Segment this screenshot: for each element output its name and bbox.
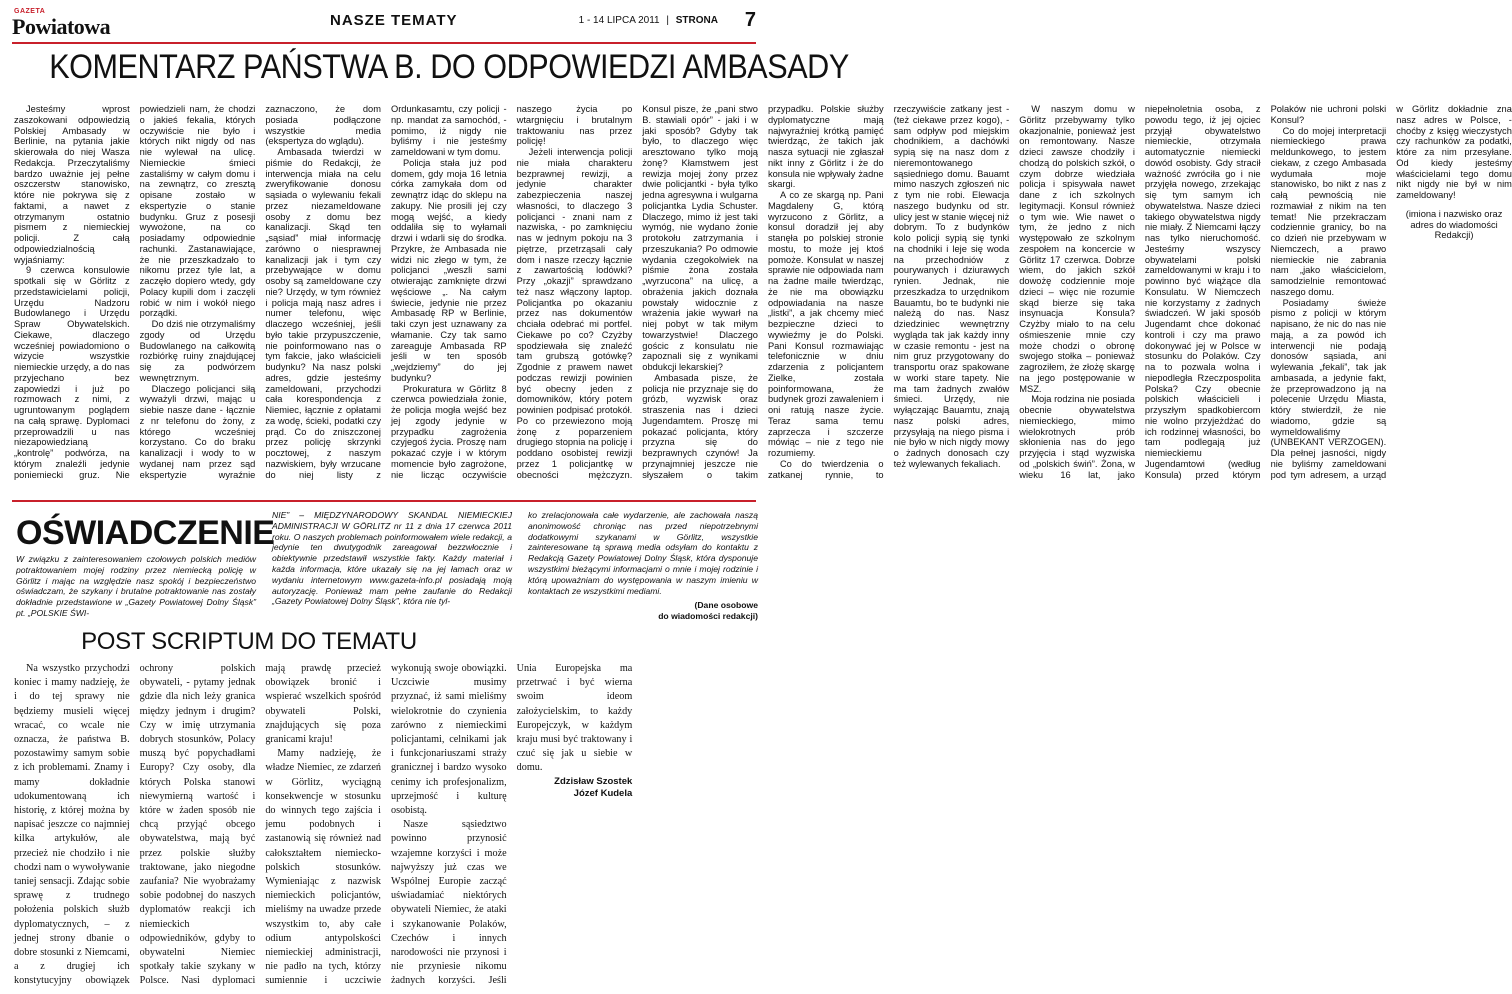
page-number: 7 (744, 9, 756, 31)
statement-box (14, 508, 758, 620)
statement-signature (528, 600, 758, 622)
postscript-author: Zdzisław Szostek (554, 775, 633, 787)
article-paragraph: A co ze skargą np. Pani Magdaleny G, którą wyrzucono z Görlitz, a konsul doradził jej aby stanęła po polskiej stronie mostu, to może jej ktoś pomoże. Konsulat w naszej sprawie nie odpowiada nam na żadne maile twierdząc, że nie ma obowiązku odpowiadania na nasze „listki”, a jak chcemy mieć bezpieczne dzieci to wywieźmy je do Polski. Pani Konsul rozmawiając telefonicznie w dniu zdarzenia z policjantem Zielke, została poinformowana, że budynek grozi zawaleniem i oni ratują nasze życie. Teraz sama temu zaprzecza i szczerze mówiąc – nie z tego nie rozumiemy. (767, 190, 884, 458)
author-note: (imiona i nazwisko oraz adres do wiadomości Redakcji) (1405, 208, 1503, 241)
article-paragraph: Moja rodzina nie posiada obecnie obywatelstwa niemieckiego, mimo wielokrotnych prób skłonienia nas do jego przyjęcia i stąd wyzwiska od „polskich świń”. Żona, w wieku 16 lat, jako niepełnoletnia osoba, z powodu tego, iż jej ojciec przyjął obywatelstwo niemieckie, otrzymała automatycznie niemiecki dowód osobisty. Gdy stracił ważność zwróciła go i nie przyjęła nowego, zrzekając się tym samym ich obywatelstwa. Nasze dzieci takiego obywatelstwa nigdy nie miały. Z Niemcami łączy nas tylko nieruchomość. Jesteśmy wszyscy obywatelami polski zameldowanymi w kraju i to powinno być wiążące dla Konsulatu. W Niemczech nie korzystamy z żadnych świadczeń. W jaki sposób Jugendamt chce dokonać kontroli i czy ma prawo dokonywać jej w Polsce w stosunku do Polaków. Czy na to pozwala wolna i niepodległa Rzeczpospolita Polska? Czy obecnie polskich właścicieli i przyszłym spadkobiercom nie wolno przyjeżdżać do ich rodzinnej własności, bo tam podlegają już niemieckiemu Jugendamtowi (według Konsula) przed którym Polaków nie uchroni polski Konsul? (1019, 104, 1387, 480)
article-headline: KOMENTARZ PAŃSTWA B. DO ODPOWIEDZI AMBASADY (49, 48, 849, 86)
postscript-paragraph: Na wszystko przychodzi koniec i mamy nadzieję, że i do tej sprawy nie będziemy musieli więcej wracać, co wcale nie oznacza, że państwa B. pozostawimy samym sobie z ich problemami. Znamy i mamy dokładnie udokumentowaną ich historię, z której można by napisać jeszcze co najmniej kilka artykułów, ale przecież nie chodziło i nie chodzi nam o wywoływanie taniej sensacji. Zdając sobie sprawę z trudnego położenia polskich służb dyplomatycznych, – z jednej strony dbanie o dobre stosunki z Niemcami, a z drugiej ich konstytucyjny obowiązek ochrony polskich obywateli, - pytamy jednak gdzie dla nich leży granica między jednym i drugim? Czy w imię utrzymania dobrych stosunków, Polacy muszą być popychadłami Europy? Czy osoby, dla których Polska stanowi niewymierną wartość i które w żaden sposób nie chcą przyjąć obcego obywatelstwa, mają być przez polskie służby traktowane, jako niegodne zaufania? Nie wyobrażamy sobie podobnej do naszych dyplomatów reakcji ich niemieckich odpowiedników, gdyby to obywatelni Niemiec spotkały takie szykany w Polsce. Nasi dyplomaci mają prawdę przecież obowiązek bronić i wspierać wszelkich spośród obywateli Polski, znajdujących się poza granicami kraju! (14, 663, 381, 987)
article-paragraph: Co do mojej interpretacji niemieckiego prawa meldunkowego, to jestem ciekaw, z czego Ambasada wydumała moje stanowisko, bo nikt z nas z całą pewnością nie rozmawiał z nikim na ten temat! Nie przekraczam codziennie granicy, bo na co dzień nie przebywam w Niemczech, a prawo niemieckie nie zabrania nam „jako właścicielom, samodzielnie remontować naszego domu. (1270, 125, 1387, 297)
article-paragraph: Jesteśmy wprost zaszokowani odpowiedzią Polskiej Ambasady w Berlinie, na pytania jakie skierowała do niej Wasza Redakcja. Przeczytaliśmy bardzo uważnie jej pełne oszczerstw stanowisko, które nie pokrywa się z faktami, a nawet z otrzymanym ostatnio pismem z niemieckiej policji. Z całą odpowiedzialnością wyjaśniamy: (14, 104, 130, 265)
header-rule (12, 42, 756, 44)
logo: Powiatowa (12, 14, 111, 39)
masthead (0, 0, 768, 44)
postscript-body (14, 662, 758, 994)
statement-text-left: W związku z zainteresowaniem czołowych polskich mediów potraktowaniem mojej rodziny przez niemiecką policję w Görlitz i mając na względzie nasz spokój i bezpieczeństwo oświadczam, że szykany i brutalne potraktowanie nas zostały dokładnie przedstawione w „Gazety Powiatowej Dolny Śląsk” pt. „POLSKIE ŚWI- (16, 554, 256, 618)
page-word: STRONA (675, 15, 718, 26)
issue-info: 1 - 14 LIPCA 2011 | STRONA (578, 15, 718, 26)
postscript-title: POST SCRIPTUM DO TEMATU (81, 628, 417, 655)
statement-sign-note: do wiadomości redakcji) (658, 611, 758, 622)
article-body (14, 104, 1512, 488)
article-paragraph: Co do twierdzenia o zatkanej rynnie, to rzeczywiście zatkany jest - (też ciekawe przez kogo), - sam odpływ pod miejskim chodnikiem, a dachówki sypią się na nasz dom z nieremontowanego sąsiedniego domu. Bauamt mimo naszych zgłoszeń nic z tym nie robi. Elewacja naszego budynku od str. ulicy jest w stanie więcej niż dobrym. To z budynków kolo policji sypią się tynki na chodniki i leje się woda na przechodniów z pourywanych i dziurawych rynien. Jednak, nie przeszkadza to urzędnikom Bauamtu, bo te budynki nie należą do nas. Nasz dziedziniec wewnętrzny wygląda tak jak każdy inny w czasie remontu - jest na nim gruz przygotowany do transportu oraz spakowane w worki stare tapety. Nie ma tam żadnych zwałów śmieci. Urzędy, nie wyłączając Bauamtu, znają nasz polski adres, przysyłają na niego pisma i nie było w nich nigdy mowy o żadnych donosach czy też wylewanych fekaliach. (767, 104, 1010, 480)
logo-small-text: GAZETA (14, 8, 46, 15)
article-paragraph: Posiadamy świeże pismo z policji w którym napisano, że nic do nas nie mają, a za powód ich interwencji nie podają donosów sąsiada, ani wylewania „fekali”, tak jak ambasada, a jedynie fakt, że przeprowadzono ją na polecenie Urzędu Miasta, który stwierdził, że nie wiadomo, gdzie są wymeldowaliśmy (UNBEKANT VERZOGEN). Dla pełnej jasności, nigdy nie byliśmy zameldowani pod tym adresem, a urząd w Görlitz dokładnie zna nasz adres w Polsce, - choćby z księg wieczystych czy rachunków za podatki, które za nim przesyłane. Od kiedy jesteśmy właścicielami tego domu nikt nigdy nie był w nim zameldowany! (1270, 104, 1512, 480)
article-paragraph: 9 czerwca konsulowie spotkali się w Görlitz z przedstawicielami policji, Urzędu Nadzoru Budowlanego i Urzędu Spraw Obywatelskich. Ciekawe, dlaczego wcześniej powiadomiono o wizycie wszystkie niemieckie urzędy, a do nas przyjechano bez zapowiedzi i już po rozmowach z nimi, z ugruntowanym poglądem na całą sprawę. Dyplomaci przeprowadzili u nas niezapowiedzianą „kontrolę” podwórza, na którym znaleźli jedynie poniemiecki gruz. Nie powiedzieli nam, że chodzi o jakieś fekalia, których oczywiście nie było i których nikt nigdy od nas nie wylewał na ulicę. Niemieckie śmieci zastaliśmy w całym domu i na zewnątrz, co zresztą opisane zostało w ekspertyzie o stanie budynku. Gruz z posesji wywożone, na co posiadamy odpowiednie rachunki. Zastanawiające, że nie przeszkadzało to nikomu przez tyle lat, a zaczęło dopiero wtedy, gdy Polacy kupili dom i zaczęli robić w nim i wokół niego porządki. (14, 104, 256, 480)
article-paragraph: Prokuratura w Görlitz 8 czerwca powiedziała żonie, że policja mogła wejść bez jej zgody jedynie w przypadku zagrożenia czyjegoś życia. Proszę nam pokazać czyje i w którym momencie było zagrożone, nie licząc oczywiście naszego życia po wtargnięciu i brutalnym traktowaniu nas przez policję! (390, 104, 633, 480)
article-paragraph: Do dziś nie otrzymaliśmy zgody od Urzędu Budowlanego na całkowitą rozbiórkę ruiny znajdującej się za podwórzem wewnętrznym. (139, 319, 256, 383)
article-paragraph: Policja stała już pod domem, gdy moja 16 letnia córka zamykała dom od zewnątrz idąc do sklepu na zakupy. Nie prosili jej czy mogą wejść, a kiedy oddaliła się to wyłamali drzwi i wdarli się do środka. Przykre, że Ambasada nie widzi nic złego w tym, że policjanci „weszli sami otwierając zamknięte drzwi węściowe „. Na całym świecie, jedynie nie przez Ambasadę RP w Berlinie, taki czyn jest uznawany za włamanie. Czy tak samo zareaguje Ambasada RP jeśli w ten sposób „wejdziemy” do jej budynku? (390, 157, 507, 383)
postscript-paragraph: Mamy nadzieję, że władze Niemiec, ze zdarzeń w Görlitz, wyciągną konsekwencje w stosunku do winnych tego zajścia i jemu podobnych i zastanowią się również nad całokształtem niemiecko-polskich stosunków. Wymieniając z nazwisk niemieckich policjantów, mieliśmy na uwadze przede wszystkim to, aby całe odium antypolskości niemieckiej administracji, nie padło na tych, którzy sumiennie i uczciwie wykonują swoje obowiązki. Uczciwie musimy przyznać, iż sami mieliśmy wielokrotnie do czynienia zarówno z niemieckimi policjantami, celnikami jak i funkcjonariuszami straży granicznej i bardzo wysoko cenimy ich profesjonalizm, uprzejmość i kulturę osobistą. (265, 663, 507, 987)
statement-title: OŚWIADCZENIE (16, 514, 275, 552)
article-paragraph: Dlaczego policjanci siłą wyważyli drzwi, mając u siebie nasze dane - łącznie z nr telefonu do żony, z którego wcześniej korzystano. Co do braku kanalizacji i wody to w wydanej nam przez sąd ekspertyzie wyraźnie zaznaczono, że dom posiada podłączone wszystkie media (ekspertyza do wglądu). (139, 104, 381, 480)
statement-text-right (528, 510, 758, 622)
article-paragraph: W naszym domu w Görlitz przebywamy tylko okazjonalnie, ponieważ jest on remontowany. Nasze dzieci zawsze chodziły i chodzą do polskich szkół, o czym dobrze wiedziała policja i spisywała nawet dane z ich szkolnych legitymacji. Konsul również o tym wie. Wie nawet o tym, że jedno z nich występowało ze szkolnym zespołem na koncercie w Görlitz 17 czerwca. Dobrze wiem, do jakich szkół dowożę codziennie moje dzieci – więc nie rozumie skąd bierze się taka insynuacja Konsula? Czyżby miało to na celu ośmieszenie mnie czy może chodzi o obronę swojego stołka – ponieważ zagroziłem, że złożę skargę na jego postępowanie w MSZ. (1019, 104, 1135, 394)
article-paragraph: Jeżeli interwencja policji nie miała charakteru bezprawnej rewizji, a jedynie charakter zabezpieczenia naszej własności, to dlaczego 3 policjanci - znani nam z nazwiska, - po zamknięciu nas w jednym pokoju na 3 piętrze, przetrząsali cały dom i nasze rzeczy łącznie z zawartością lodówki? Przy „okazji” sprawdzano też nasz włączony laptop. Policjantka po okazaniu przez nas dokumentów chciała odebrać mi portfel. Ciekawe po co? Czyżby spodziewała się znaleźć tam grubszą gotówkę? Zgodnie z prawem nawet podczas rewizji powinien być obecny jeden z domowników, który potem powinien podpisać protokół. Po co przewiezono moją żonę z poparzeniem drugiego stopnia na policję i poddano osobistej rewizji przez 1 policjantkę w obecności mężczyzn. Konsul pisze, że „pani stwo B. stawiali opór” - jaki i w jaki sposób? Gdyby tak było, to dlaczego więc aresztowano tylko moją żonę? Kłamstwem jest rewizja mojej żony przez dwie policjantki - była tylko jedna agresywna i wulgarna policjantka Lydia Schuster. Dlaczego, mimo iż jest taki wymóg, nie wydano żonie protokołu zatrzymania i przeszukania? Po odmowie wydania czegokolwiek na piśmie żona została „wyrzucona” na ulicę, a obrażenia jakich doznała powstały widocznie z wrażenia jakie wywarł na niej pobyt w tak miłym towarzystwie! Dlaczego gościc z konsulatu nie zapoznali się z wynikami obdukcji lekarskiej? (516, 104, 758, 480)
statement-text-middle: NIE” – MIĘDZYNARODOWY SKANDAL NIEMIECKIEJ ADMINISTRACJI W GÖRLITZ nr 11 z dnia 17 czerwca 2011 roku. O naszych problemach poinformowałem wiele redakcji, a jedynie ten dwutygodnik zareagował bezzwłocznie i obiektywnie przedstawił wszystkie fakty. Każdy materiał i każda informacja, które ukazały się na jej łamach oraz w wydaniu internetowym www.gazeta-info.pl posiadają moją autoryzację. Ponieważ mam pełne zaufanie do Redakcji „Gazety Powiatowej Dolny Śląsk”, która nie tyl- (272, 510, 512, 607)
postscript-author: Józef Kudela (573, 787, 633, 799)
statement-text-right-body: ko zrelacjonowała całe wydarzenie, ale zachowała naszą anonimowość chroniąc nas przed niepotrzebnymi dodatkowymi szykanami w Görlitz, wszystkie zainteresowane tą sprawą media odsyłam do kontaktu z Redakcją Gazety Powiatowej Dolny Śląsk, która dysponuje wszystkimi bieżącymi informacjami o mnie i mojej rodzinie i którą upoważniam do występowania w naszym imieniu w kontaktach ze wszystkimi mediami. (528, 510, 758, 596)
postscript-paragraph: Nasze sąsiedztwo powinno przynosić wzajemne korzyści i może najwyższy już czas we Wspólnej Europie zacząć uświadamiać niektórych obywateli Niemiec, że ataki i szykanowanie Polaków, Czechów i innych narodowości nie przynosi i nie przyniesie nikomu żadnych korzyści. Jeśli Unia Europejska ma przetrwać i być wierna swoim ideom założycielskim, to każdy Europejczyk, w każdym kraju musi być traktowany i czuć się jak u siebie w domu. (390, 663, 633, 987)
article-paragraph: Ambasada pisze, że policja nie przyznaje się do grózb, wyzwisk oraz straszenia nas i dzieci Jugendamtem. Proszę mi pokazać policjanta, który przyzna się do bezprawnych czynów! Ja przynajmniej jeszcze nie słyszałem o takim przypadku. Polskie służby dyplomatyczne mają najwyraźniej krótką pamięć twierdząc, że takich jak nasza sytuacji nie zgłaszał nikt inny z Görlitz i że do konsula nie wpływały żadne skargi. (642, 104, 884, 480)
section-rule (12, 500, 756, 502)
statement-sign-name: (Dane osobowe (694, 600, 758, 611)
article-paragraph: Ambasada twierdzi w piśmie do Redakcji, że interwencja miała na celu zweryfikowanie donosu sąsiada o wylewaniu fekali przez niezameldowane osoby z domu bez kanalizacji. Skąd ten „sąsiad” miał informację zarówno o niesprawnej kanalizacji jak i tym czy przebywające w domu osoby są zameldowane czy nie? Urzędy, w tym również i policja mają nasz adres i numer telefonu, więc dlaczego wcześniej, jeśli było takie przypuszczenie, nie poinformowano nas o tym fakcie, jako właścicieli budynku? Na nasz polski adres, gdzie jesteśmy zameldowani, przychodzi cała korespondencja z Niemiec, łącznie z opłatami za wodę, ścieki, podatki czy prąd. Co do zniszczonej przez policję skrzynki pocztowej, z naszym nazwiskiem, były wrzucane do niej listy z Ordunkasamtu, czy policji - np. mandat za samochód, - pomimo, iż nigdy nie byliśmy i nie jesteśmy zameldowani w tym domu. (265, 104, 507, 480)
issue-date: 1 - 14 LIPCA 2011 (578, 15, 660, 26)
section-label: NASZE TEMATY (330, 12, 458, 29)
